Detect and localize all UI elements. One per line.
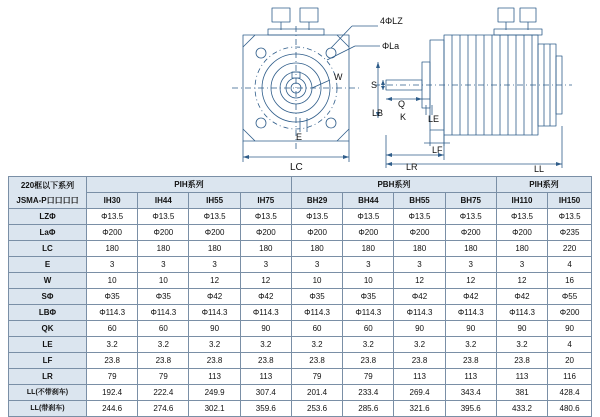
cell: 4: [548, 337, 592, 353]
row-label-le: LE: [9, 337, 87, 353]
cell: Φ13.5: [240, 209, 291, 225]
cell: 3: [496, 257, 547, 273]
bolt-hole-br: [326, 118, 336, 128]
cell: 201.4: [291, 385, 342, 401]
cell: 433.2: [496, 401, 547, 417]
cell: 3.2: [189, 337, 240, 353]
side-connector-right: [520, 8, 536, 22]
row-label-qk: QK: [9, 321, 87, 337]
cell: 23.8: [240, 353, 291, 369]
table-row: [9, 289, 592, 305]
cell: 23.8: [87, 353, 138, 369]
cell: 3.2: [394, 337, 445, 353]
cell: Φ13.5: [548, 209, 592, 225]
cell: 3.2: [291, 337, 342, 353]
label-la: ΦLa: [382, 41, 400, 51]
cell: Φ13.5: [291, 209, 342, 225]
table-row: [9, 385, 592, 401]
cell: 3: [394, 257, 445, 273]
col-header-ih55: IH55: [189, 193, 240, 209]
col-header-bh55: BH55: [394, 193, 445, 209]
cell: 113: [240, 369, 291, 385]
row-label-ll-no-brake: LL(不带刹车): [9, 385, 87, 401]
cell: 60: [138, 321, 189, 337]
cell: 3: [445, 257, 496, 273]
cell: 192.4: [87, 385, 138, 401]
table-row: [9, 353, 592, 369]
cell: 12: [240, 273, 291, 289]
row-label-lc: LC: [9, 241, 87, 257]
cell: Φ200: [240, 225, 291, 241]
cell: 113: [496, 369, 547, 385]
cell: 12: [445, 273, 496, 289]
col-header-ih110: IH110: [496, 193, 547, 209]
cell: 3: [87, 257, 138, 273]
cell: 90: [240, 321, 291, 337]
cell: 3.2: [87, 337, 138, 353]
label-le: LE: [428, 114, 440, 124]
cell: 10: [291, 273, 342, 289]
cell: 307.4: [240, 385, 291, 401]
label-e: E: [296, 132, 303, 142]
row-label-la: LaΦ: [9, 225, 87, 241]
cell: Φ200: [496, 225, 547, 241]
cell: Φ114.3: [445, 305, 496, 321]
col-header-bh29: BH29: [291, 193, 342, 209]
connector-right: [300, 8, 318, 22]
cell: 180: [240, 241, 291, 257]
cell: 10: [343, 273, 394, 289]
column-header-row: [9, 193, 592, 209]
cell: 3: [138, 257, 189, 273]
group-header-pih-1: PIH系列: [87, 177, 292, 193]
connector-left: [272, 8, 290, 22]
cell: 10: [87, 273, 138, 289]
label-lc: LC: [290, 162, 303, 172]
cell: 395.6: [445, 401, 496, 417]
cell: 244.6: [87, 401, 138, 417]
label-lr: LR: [406, 162, 418, 172]
cell: 381: [496, 385, 547, 401]
cell: 3: [189, 257, 240, 273]
cell: 180: [445, 241, 496, 257]
cell: Φ114.3: [87, 305, 138, 321]
side-connector-base: [494, 29, 542, 35]
cell: Φ114.3: [240, 305, 291, 321]
bolt-hole-bl: [256, 118, 266, 128]
cell: 90: [445, 321, 496, 337]
cell: 269.4: [394, 385, 445, 401]
corner-line-2: JSMA-P口口口口: [16, 195, 79, 205]
row-label-lb: LBΦ: [9, 305, 87, 321]
cell: 180: [394, 241, 445, 257]
cell: 23.8: [394, 353, 445, 369]
cell: Φ13.5: [445, 209, 496, 225]
table-row: [9, 369, 592, 385]
cell: Φ114.3: [189, 305, 240, 321]
cell: Φ13.5: [343, 209, 394, 225]
bolt-hole-tl: [256, 48, 266, 58]
cell: 79: [291, 369, 342, 385]
cell: 23.8: [343, 353, 394, 369]
side-connector-left: [498, 8, 514, 22]
cell: Φ35: [343, 289, 394, 305]
cell: Φ114.3: [291, 305, 342, 321]
cell: 23.8: [189, 353, 240, 369]
label-ll: LL: [534, 164, 545, 172]
drawing-svg: [0, 0, 600, 172]
corner-line-1: 220框以下系列: [20, 180, 75, 190]
cell: 60: [343, 321, 394, 337]
cell: 180: [496, 241, 547, 257]
label-s: S: [371, 80, 378, 90]
cell: 480.6: [548, 401, 592, 417]
cell: 3: [240, 257, 291, 273]
cell: 10: [138, 273, 189, 289]
cell: Φ200: [394, 225, 445, 241]
table-row: [9, 321, 592, 337]
cell: Φ235: [548, 225, 592, 241]
label-q: Q: [398, 99, 406, 109]
technical-drawing: [0, 0, 600, 172]
cell: 23.8: [291, 353, 342, 369]
cell: 180: [189, 241, 240, 257]
cell: Φ114.3: [138, 305, 189, 321]
cell: 16: [548, 273, 592, 289]
cell: Φ200: [548, 305, 592, 321]
cell: Φ55: [548, 289, 592, 305]
group-header-pih-2: PIH系列: [496, 177, 591, 193]
cell: 321.6: [394, 401, 445, 417]
cell: Φ200: [343, 225, 394, 241]
table-corner-header: [9, 177, 87, 209]
cell: Φ200: [138, 225, 189, 241]
row-label-e: E: [9, 257, 87, 273]
table-row: [9, 401, 592, 417]
label-lf: LF: [432, 145, 443, 155]
cell: 220: [548, 241, 592, 257]
cell: 274.6: [138, 401, 189, 417]
cell: 222.4: [138, 385, 189, 401]
cell: 302.1: [189, 401, 240, 417]
cell: Φ13.5: [138, 209, 189, 225]
cell: 12: [189, 273, 240, 289]
col-header-ih30: IH30: [87, 193, 138, 209]
cell: 60: [87, 321, 138, 337]
cell: 3.2: [240, 337, 291, 353]
row-label-s: SΦ: [9, 289, 87, 305]
row-label-ll-brake: LL(带刹车): [9, 401, 87, 417]
cell: Φ35: [87, 289, 138, 305]
cell: 116: [548, 369, 592, 385]
table-row: [9, 273, 592, 289]
cell: 285.6: [343, 401, 394, 417]
cell: 3.2: [343, 337, 394, 353]
spec-table-head: [9, 177, 592, 209]
cell: 23.8: [445, 353, 496, 369]
cell: 113: [394, 369, 445, 385]
cell: Φ42: [240, 289, 291, 305]
cell: 343.4: [445, 385, 496, 401]
cell: Φ35: [138, 289, 189, 305]
label-lz: 4ΦLZ: [380, 16, 403, 26]
table-row: [9, 337, 592, 353]
cell: Φ114.3: [496, 305, 547, 321]
spec-table: [8, 176, 592, 417]
table-row: [9, 241, 592, 257]
label-k: K: [400, 112, 407, 122]
cell: Φ200: [189, 225, 240, 241]
row-label-lr: LR: [9, 369, 87, 385]
cell: Φ42: [189, 289, 240, 305]
table-row: [9, 305, 592, 321]
cell: 90: [189, 321, 240, 337]
cell: 3.2: [496, 337, 547, 353]
cell: Φ114.3: [343, 305, 394, 321]
cell: 180: [343, 241, 394, 257]
cell: 90: [496, 321, 547, 337]
cell: Φ114.3: [394, 305, 445, 321]
cell: 90: [394, 321, 445, 337]
cell: 180: [138, 241, 189, 257]
cell: Φ35: [291, 289, 342, 305]
cell: 113: [189, 369, 240, 385]
cell: Φ200: [87, 225, 138, 241]
cell: Φ13.5: [189, 209, 240, 225]
spec-table-container: [8, 176, 592, 417]
group-header-row: [9, 177, 592, 193]
cell: 3: [291, 257, 342, 273]
cell: 233.4: [343, 385, 394, 401]
cell: Φ42: [394, 289, 445, 305]
col-header-ih150: IH150: [548, 193, 592, 209]
cell: 3.2: [138, 337, 189, 353]
cell: 60: [291, 321, 342, 337]
cell: 180: [87, 241, 138, 257]
cell: 359.6: [240, 401, 291, 417]
col-header-ih44: IH44: [138, 193, 189, 209]
cell: 79: [87, 369, 138, 385]
row-label-w: W: [9, 273, 87, 289]
cell: Φ200: [291, 225, 342, 241]
col-header-bh75: BH75: [445, 193, 496, 209]
cell: Φ200: [445, 225, 496, 241]
cell: 4: [548, 257, 592, 273]
label-lb: LB: [372, 108, 384, 118]
table-row: [9, 257, 592, 273]
cell: Φ13.5: [394, 209, 445, 225]
cell: 90: [548, 321, 592, 337]
row-label-lf: LF: [9, 353, 87, 369]
cell: 12: [496, 273, 547, 289]
cell: Φ42: [445, 289, 496, 305]
cell: 3: [343, 257, 394, 273]
cell: 253.6: [291, 401, 342, 417]
cell: 249.9: [189, 385, 240, 401]
table-row: [9, 225, 592, 241]
cell: 79: [138, 369, 189, 385]
cell: 3.2: [445, 337, 496, 353]
col-header-ih75: IH75: [240, 193, 291, 209]
cell: 428.4: [548, 385, 592, 401]
cell: 79: [343, 369, 394, 385]
group-header-pbh: PBH系列: [291, 177, 496, 193]
cell: Φ13.5: [87, 209, 138, 225]
cell: Φ42: [496, 289, 547, 305]
cell: 20: [548, 353, 592, 369]
table-row: [9, 209, 592, 225]
cell: 180: [291, 241, 342, 257]
cell: 12: [394, 273, 445, 289]
cell: 23.8: [496, 353, 547, 369]
cell: 23.8: [138, 353, 189, 369]
spec-table-body: [9, 209, 592, 417]
col-header-bh44: BH44: [343, 193, 394, 209]
cell: Φ13.5: [496, 209, 547, 225]
cell: 113: [445, 369, 496, 385]
label-w: W: [334, 72, 343, 82]
row-label-lz: LZΦ: [9, 209, 87, 225]
